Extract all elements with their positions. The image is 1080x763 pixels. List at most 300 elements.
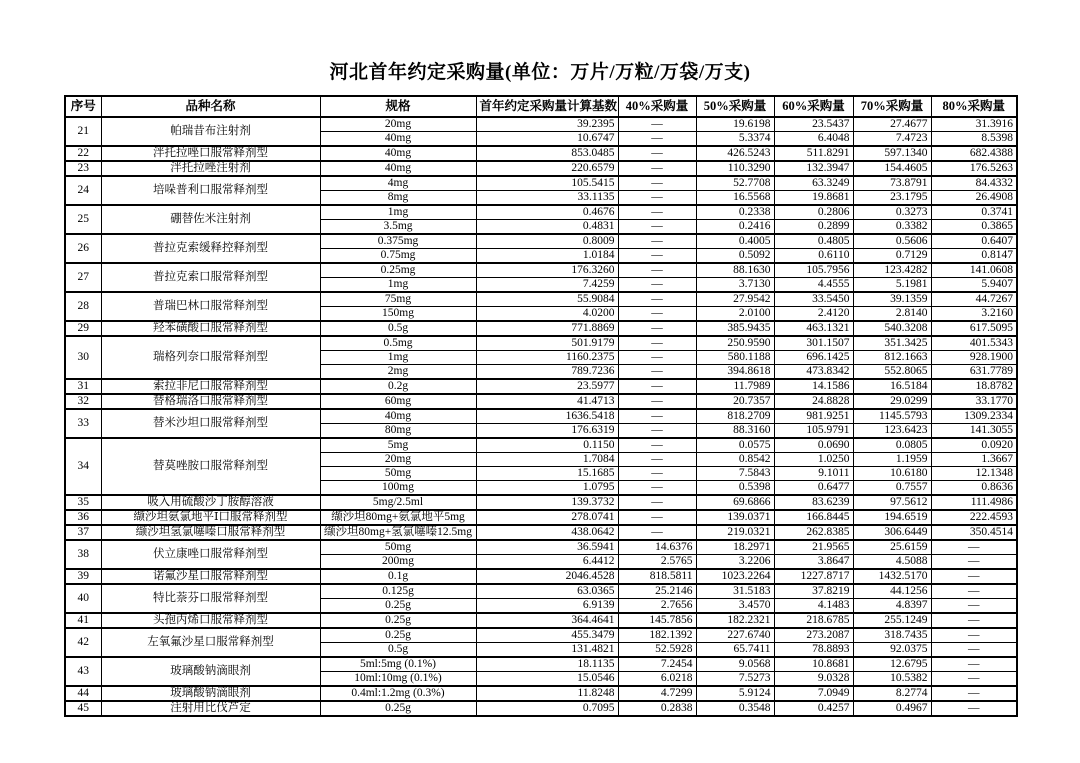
- cell-qty-80: 31.3916: [931, 117, 1017, 132]
- cell-product-name: 注射用比伐芦定: [101, 701, 320, 716]
- cell-product-name: 替格瑞洛口服常释剂型: [101, 394, 320, 409]
- cell-qty-80: 0.8636: [931, 481, 1017, 496]
- cell-qty-40: —: [618, 132, 696, 147]
- cell-product-name: 替米沙坦口服常释剂型: [101, 409, 320, 438]
- cell-qty-50: 0.5398: [696, 481, 774, 496]
- cell-qty-70: 0.7129: [853, 249, 931, 264]
- cell-qty-80: 3.2160: [931, 307, 1017, 322]
- cell-qty-80: 350.4514: [931, 525, 1017, 540]
- cell-base-qty: 131.4821: [476, 643, 618, 658]
- cell-qty-70: 552.8065: [853, 365, 931, 380]
- cell-qty-60: 21.9565: [774, 540, 853, 555]
- cell-qty-60: 63.3249: [774, 176, 853, 191]
- cell-qty-60: 37.8219: [774, 584, 853, 599]
- cell-qty-40: —: [618, 146, 696, 161]
- cell-qty-50: 9.0568: [696, 657, 774, 672]
- cell-product-name: 普拉克索口服常释剂型: [101, 263, 320, 292]
- cell-qty-60: 511.8291: [774, 146, 853, 161]
- cell-product-name: 瑞格列奈口服常释剂型: [101, 336, 320, 379]
- cell-product-name: 伏立康唑口服常释剂型: [101, 540, 320, 569]
- cell-qty-70: 351.3425: [853, 336, 931, 351]
- cell-base-qty: 176.6319: [476, 424, 618, 439]
- cell-qty-70: 16.5184: [853, 379, 931, 394]
- cell-qty-50: 11.7989: [696, 379, 774, 394]
- cell-qty-50: 31.5183: [696, 584, 774, 599]
- cell-qty-50: 110.3290: [696, 161, 774, 176]
- table-row: [65, 628, 1017, 643]
- cell-spec: 0.25g: [320, 701, 476, 716]
- cell-qty-80: —: [931, 569, 1017, 584]
- table-row: [65, 657, 1017, 672]
- cell-serial-no: 40: [65, 584, 101, 613]
- table-row: [65, 438, 1017, 453]
- cell-base-qty: 6.4412: [476, 555, 618, 570]
- cell-qty-50: 20.7357: [696, 394, 774, 409]
- cell-qty-60: 301.1507: [774, 336, 853, 351]
- cell-qty-60: 24.8828: [774, 394, 853, 409]
- cell-qty-80: 0.3865: [931, 220, 1017, 235]
- cell-qty-40: 145.7856: [618, 613, 696, 628]
- cell-qty-80: 0.0920: [931, 438, 1017, 453]
- cell-qty-60: 83.6239: [774, 495, 853, 510]
- table-row: [65, 686, 1017, 701]
- cell-spec: 0.5g: [320, 643, 476, 658]
- cell-qty-60: 19.8681: [774, 191, 853, 206]
- cell-qty-50: 18.2971: [696, 540, 774, 555]
- cell-qty-80: 44.7267: [931, 292, 1017, 307]
- cell-spec: 0.25g: [320, 628, 476, 643]
- cell-serial-no: 44: [65, 686, 101, 701]
- cell-product-name: 培哚普利口服常释剂型: [101, 176, 320, 205]
- cell-base-qty: 6.9139: [476, 599, 618, 614]
- cell-serial-no: 23: [65, 161, 101, 176]
- cell-base-qty: 63.0365: [476, 584, 618, 599]
- table-row: [65, 336, 1017, 351]
- cell-qty-50: 3.7130: [696, 278, 774, 293]
- cell-serial-no: 42: [65, 628, 101, 657]
- cell-base-qty: 1.7084: [476, 453, 618, 467]
- cell-qty-50: 88.1630: [696, 263, 774, 278]
- cell-qty-80: —: [931, 657, 1017, 672]
- cell-qty-70: 8.2774: [853, 686, 931, 701]
- cell-qty-50: 426.5243: [696, 146, 774, 161]
- cell-product-name: 玻璃酸钠滴眼剂: [101, 657, 320, 686]
- cell-spec: 4mg: [320, 176, 476, 191]
- cell-qty-60: 0.2899: [774, 220, 853, 235]
- cell-qty-40: —: [618, 351, 696, 365]
- cell-qty-60: 78.8893: [774, 643, 853, 658]
- cell-qty-60: 0.6110: [774, 249, 853, 264]
- cell-base-qty: 364.4641: [476, 613, 618, 628]
- cell-spec: 0.375mg: [320, 234, 476, 249]
- cell-serial-no: 30: [65, 336, 101, 379]
- cell-base-qty: 1.0184: [476, 249, 618, 264]
- cell-qty-40: —: [618, 495, 696, 510]
- cell-serial-no: 41: [65, 613, 101, 628]
- cell-spec: 1mg: [320, 351, 476, 365]
- cell-product-name: 缬沙坦氢氯噻嗪口服常释剂型: [101, 525, 320, 540]
- cell-qty-70: 0.3273: [853, 205, 931, 220]
- cell-serial-no: 43: [65, 657, 101, 686]
- cell-qty-70: 597.1340: [853, 146, 931, 161]
- cell-qty-80: 401.5343: [931, 336, 1017, 351]
- cell-qty-40: —: [618, 336, 696, 351]
- cell-serial-no: 25: [65, 205, 101, 234]
- cell-qty-70: 73.8791: [853, 176, 931, 191]
- cell-qty-60: 132.3947: [774, 161, 853, 176]
- cell-spec: 缬沙坦80mg+氨氯地平5mg: [320, 510, 476, 525]
- cell-spec: 200mg: [320, 555, 476, 570]
- cell-serial-no: 26: [65, 234, 101, 263]
- header-cell-6: 60%采购量: [774, 96, 853, 117]
- cell-serial-no: 37: [65, 525, 101, 540]
- cell-base-qty: 501.9179: [476, 336, 618, 351]
- cell-qty-40: —: [618, 161, 696, 176]
- cell-base-qty: 7.4259: [476, 278, 618, 293]
- cell-serial-no: 32: [65, 394, 101, 409]
- cell-product-name: 吸入用硫酸沙丁胺醇溶液: [101, 495, 320, 510]
- cell-qty-50: 394.8618: [696, 365, 774, 380]
- cell-qty-50: 52.7708: [696, 176, 774, 191]
- cell-qty-80: 631.7789: [931, 365, 1017, 380]
- table-row: [65, 161, 1017, 176]
- cell-qty-50: 5.9124: [696, 686, 774, 701]
- cell-qty-70: 1145.5793: [853, 409, 931, 424]
- cell-qty-70: 23.1795: [853, 191, 931, 206]
- cell-qty-40: —: [618, 409, 696, 424]
- cell-qty-80: 0.3741: [931, 205, 1017, 220]
- cell-qty-70: 812.1663: [853, 351, 931, 365]
- header-cell-3: 首年约定采购量计算基数: [476, 96, 618, 117]
- cell-qty-40: —: [618, 292, 696, 307]
- cell-qty-40: —: [618, 249, 696, 264]
- cell-qty-60: 7.0949: [774, 686, 853, 701]
- table-row: [65, 525, 1017, 540]
- cell-base-qty: 0.8009: [476, 234, 618, 249]
- cell-qty-70: 92.0375: [853, 643, 931, 658]
- cell-serial-no: 21: [65, 117, 101, 146]
- cell-qty-60: 105.9791: [774, 424, 853, 439]
- cell-qty-50: 0.4005: [696, 234, 774, 249]
- cell-spec: 80mg: [320, 424, 476, 439]
- cell-base-qty: 176.3260: [476, 263, 618, 278]
- cell-qty-40: —: [618, 438, 696, 453]
- cell-qty-50: 0.2416: [696, 220, 774, 235]
- cell-base-qty: 853.0485: [476, 146, 618, 161]
- cell-serial-no: 39: [65, 569, 101, 584]
- cell-base-qty: 0.4831: [476, 220, 618, 235]
- cell-qty-70: 154.4605: [853, 161, 931, 176]
- cell-qty-50: 7.5843: [696, 467, 774, 481]
- cell-qty-40: 0.2838: [618, 701, 696, 716]
- table-row: [65, 540, 1017, 555]
- cell-qty-50: 0.5092: [696, 249, 774, 264]
- cell-qty-60: 33.5450: [774, 292, 853, 307]
- cell-qty-50: 7.5273: [696, 672, 774, 687]
- cell-serial-no: 24: [65, 176, 101, 205]
- cell-qty-80: —: [931, 701, 1017, 716]
- table-row: [65, 146, 1017, 161]
- cell-serial-no: 38: [65, 540, 101, 569]
- cell-qty-80: 33.1770: [931, 394, 1017, 409]
- header-cell-4: 40%采购量: [618, 96, 696, 117]
- cell-base-qty: 39.2395: [476, 117, 618, 132]
- cell-product-name: 硼替佐米注射剂: [101, 205, 320, 234]
- cell-base-qty: 438.0642: [476, 525, 618, 540]
- cell-qty-70: 2.8140: [853, 307, 931, 322]
- cell-qty-40: 6.0218: [618, 672, 696, 687]
- cell-spec: 0.25mg: [320, 263, 476, 278]
- cell-qty-40: —: [618, 379, 696, 394]
- cell-product-name: 头孢丙烯口服常释剂型: [101, 613, 320, 628]
- cell-serial-no: 31: [65, 379, 101, 394]
- cell-spec: 3.5mg: [320, 220, 476, 235]
- cell-qty-80: 5.9407: [931, 278, 1017, 293]
- cell-qty-40: 182.1392: [618, 628, 696, 643]
- cell-qty-60: 3.8647: [774, 555, 853, 570]
- cell-qty-70: 5.1981: [853, 278, 931, 293]
- cell-product-name: 普拉克索缓释控释剂型: [101, 234, 320, 263]
- table-row: [65, 701, 1017, 716]
- cell-qty-40: 7.2454: [618, 657, 696, 672]
- cell-spec: 40mg: [320, 161, 476, 176]
- cell-qty-60: 0.4257: [774, 701, 853, 716]
- table-row: [65, 117, 1017, 132]
- table-row: [65, 263, 1017, 278]
- cell-qty-50: 65.7411: [696, 643, 774, 658]
- cell-qty-60: 14.1586: [774, 379, 853, 394]
- cell-qty-70: 123.6423: [853, 424, 931, 439]
- cell-qty-50: 0.3548: [696, 701, 774, 716]
- cell-qty-40: —: [618, 510, 696, 525]
- cell-qty-40: —: [618, 117, 696, 132]
- cell-spec: 5mg: [320, 438, 476, 453]
- header-cell-7: 70%采购量: [853, 96, 931, 117]
- cell-qty-60: 0.0690: [774, 438, 853, 453]
- cell-serial-no: 29: [65, 321, 101, 336]
- cell-spec: 40mg: [320, 132, 476, 147]
- cell-base-qty: 23.5977: [476, 379, 618, 394]
- cell-product-name: 泮托拉唑注射剂: [101, 161, 320, 176]
- cell-serial-no: 27: [65, 263, 101, 292]
- cell-serial-no: 34: [65, 438, 101, 495]
- cell-spec: 40mg: [320, 409, 476, 424]
- table-row: [65, 584, 1017, 599]
- cell-spec: 75mg: [320, 292, 476, 307]
- cell-qty-70: 194.6519: [853, 510, 931, 525]
- cell-qty-40: —: [618, 424, 696, 439]
- cell-base-qty: 455.3479: [476, 628, 618, 643]
- table-row: [65, 569, 1017, 584]
- cell-spec: 10ml:10mg (0.1%): [320, 672, 476, 687]
- cell-qty-60: 981.9251: [774, 409, 853, 424]
- cell-qty-60: 10.8681: [774, 657, 853, 672]
- table-row: [65, 292, 1017, 307]
- cell-qty-40: —: [618, 176, 696, 191]
- cell-qty-70: 0.0805: [853, 438, 931, 453]
- cell-spec: 1mg: [320, 205, 476, 220]
- cell-base-qty: 11.8248: [476, 686, 618, 701]
- cell-qty-60: 696.1425: [774, 351, 853, 365]
- cell-qty-40: —: [618, 525, 696, 540]
- table-header-row: [65, 96, 1017, 117]
- table-row: [65, 176, 1017, 191]
- page-title: 河北首年约定采购量(单位：万片/万粒/万袋/万支): [329, 62, 751, 83]
- cell-qty-60: 105.7956: [774, 263, 853, 278]
- cell-base-qty: 0.4676: [476, 205, 618, 220]
- cell-qty-50: 88.3160: [696, 424, 774, 439]
- cell-qty-70: 255.1249: [853, 613, 931, 628]
- cell-spec: 0.5mg: [320, 336, 476, 351]
- cell-spec: 50mg: [320, 540, 476, 555]
- cell-qty-70: 540.3208: [853, 321, 931, 336]
- cell-qty-80: 0.6407: [931, 234, 1017, 249]
- cell-base-qty: 18.1135: [476, 657, 618, 672]
- cell-qty-40: —: [618, 307, 696, 322]
- cell-qty-70: 97.5612: [853, 495, 931, 510]
- cell-qty-70: 25.6159: [853, 540, 931, 555]
- cell-spec: 1mg: [320, 278, 476, 293]
- cell-qty-40: —: [618, 481, 696, 496]
- cell-qty-60: 0.6477: [774, 481, 853, 496]
- cell-qty-80: 1.3667: [931, 453, 1017, 467]
- cell-qty-70: 4.5088: [853, 555, 931, 570]
- cell-qty-80: —: [931, 613, 1017, 628]
- cell-spec: 2mg: [320, 365, 476, 380]
- cell-spec: 5mg/2.5ml: [320, 495, 476, 510]
- cell-base-qty: 278.0741: [476, 510, 618, 525]
- header-cell-1: 品种名称: [101, 96, 320, 117]
- cell-qty-40: —: [618, 321, 696, 336]
- cell-qty-60: 6.4048: [774, 132, 853, 147]
- cell-qty-80: 617.5095: [931, 321, 1017, 336]
- table-row: [65, 495, 1017, 510]
- cell-qty-40: 2.7656: [618, 599, 696, 614]
- cell-qty-60: 218.6785: [774, 613, 853, 628]
- cell-spec: 缬沙坦80mg+氢氯噻嗪12.5mg: [320, 525, 476, 540]
- cell-qty-50: 19.6198: [696, 117, 774, 132]
- cell-base-qty: 771.8869: [476, 321, 618, 336]
- cell-spec: 20mg: [320, 117, 476, 132]
- cell-product-name: 羟苯磺酸口服常释剂型: [101, 321, 320, 336]
- cell-base-qty: 1.0795: [476, 481, 618, 496]
- cell-product-name: 左氧氟沙星口服常释剂型: [101, 628, 320, 657]
- cell-qty-80: 0.8147: [931, 249, 1017, 264]
- cell-base-qty: 41.4713: [476, 394, 618, 409]
- cell-serial-no: 45: [65, 701, 101, 716]
- cell-qty-50: 0.8542: [696, 453, 774, 467]
- cell-qty-70: 0.7557: [853, 481, 931, 496]
- cell-qty-40: —: [618, 263, 696, 278]
- cell-qty-80: —: [931, 599, 1017, 614]
- cell-base-qty: 55.9084: [476, 292, 618, 307]
- cell-qty-80: 222.4593: [931, 510, 1017, 525]
- cell-spec: 50mg: [320, 467, 476, 481]
- cell-qty-60: 166.8445: [774, 510, 853, 525]
- cell-qty-50: 818.2709: [696, 409, 774, 424]
- cell-qty-70: 29.0299: [853, 394, 931, 409]
- cell-qty-70: 7.4723: [853, 132, 931, 147]
- cell-qty-40: 25.2146: [618, 584, 696, 599]
- cell-qty-80: 12.1348: [931, 467, 1017, 481]
- cell-qty-50: 227.6740: [696, 628, 774, 643]
- cell-qty-60: 1227.8717: [774, 569, 853, 584]
- cell-qty-50: 0.2338: [696, 205, 774, 220]
- cell-base-qty: 2046.4528: [476, 569, 618, 584]
- cell-product-name: 玻璃酸钠滴眼剂: [101, 686, 320, 701]
- cell-base-qty: 33.1135: [476, 191, 618, 206]
- cell-qty-50: 0.0575: [696, 438, 774, 453]
- cell-spec: 0.5g: [320, 321, 476, 336]
- cell-product-name: 泮托拉唑口服常释剂型: [101, 146, 320, 161]
- cell-qty-50: 3.4570: [696, 599, 774, 614]
- cell-qty-60: 0.4805: [774, 234, 853, 249]
- procurement-table: [64, 95, 1018, 717]
- cell-spec: 40mg: [320, 146, 476, 161]
- table-row: [65, 613, 1017, 628]
- table-row: [65, 321, 1017, 336]
- table-row: [65, 205, 1017, 220]
- cell-qty-40: —: [618, 467, 696, 481]
- cell-base-qty: 15.0546: [476, 672, 618, 687]
- cell-product-name: 缬沙坦氨氯地平Ⅰ口服常释剂型: [101, 510, 320, 525]
- cell-qty-60: 1.0250: [774, 453, 853, 467]
- cell-base-qty: 220.6579: [476, 161, 618, 176]
- cell-qty-80: 18.8782: [931, 379, 1017, 394]
- cell-base-qty: 105.5415: [476, 176, 618, 191]
- cell-serial-no: 36: [65, 510, 101, 525]
- cell-qty-40: 14.6376: [618, 540, 696, 555]
- cell-qty-60: 4.1483: [774, 599, 853, 614]
- cell-qty-60: 4.4555: [774, 278, 853, 293]
- cell-qty-60: 9.1011: [774, 467, 853, 481]
- cell-qty-80: —: [931, 540, 1017, 555]
- cell-product-name: 索拉非尼口服常释剂型: [101, 379, 320, 394]
- cell-qty-60: 23.5437: [774, 117, 853, 132]
- cell-spec: 0.125g: [320, 584, 476, 599]
- cell-base-qty: 789.7236: [476, 365, 618, 380]
- cell-spec: 0.1g: [320, 569, 476, 584]
- cell-spec: 0.4ml:1.2mg (0.3%): [320, 686, 476, 701]
- cell-qty-40: —: [618, 394, 696, 409]
- cell-qty-60: 2.4120: [774, 307, 853, 322]
- cell-product-name: 普瑞巴林口服常释剂型: [101, 292, 320, 321]
- cell-spec: 150mg: [320, 307, 476, 322]
- cell-qty-50: 580.1188: [696, 351, 774, 365]
- cell-qty-70: 44.1256: [853, 584, 931, 599]
- cell-spec: 60mg: [320, 394, 476, 409]
- cell-qty-50: 27.9542: [696, 292, 774, 307]
- table-row: [65, 234, 1017, 249]
- table-row: [65, 394, 1017, 409]
- cell-spec: 5ml:5mg (0.1%): [320, 657, 476, 672]
- cell-qty-50: 139.0371: [696, 510, 774, 525]
- cell-product-name: 帕瑞昔布注射剂: [101, 117, 320, 146]
- cell-qty-80: —: [931, 672, 1017, 687]
- cell-base-qty: 139.3732: [476, 495, 618, 510]
- cell-base-qty: 10.6747: [476, 132, 618, 147]
- header-cell-5: 50%采购量: [696, 96, 774, 117]
- cell-qty-80: 84.4332: [931, 176, 1017, 191]
- cell-serial-no: 22: [65, 146, 101, 161]
- cell-qty-70: 1432.5170: [853, 569, 931, 584]
- cell-qty-40: —: [618, 205, 696, 220]
- cell-qty-70: 10.5382: [853, 672, 931, 687]
- cell-qty-80: —: [931, 584, 1017, 599]
- cell-qty-80: 682.4388: [931, 146, 1017, 161]
- cell-base-qty: 1160.2375: [476, 351, 618, 365]
- cell-qty-80: —: [931, 643, 1017, 658]
